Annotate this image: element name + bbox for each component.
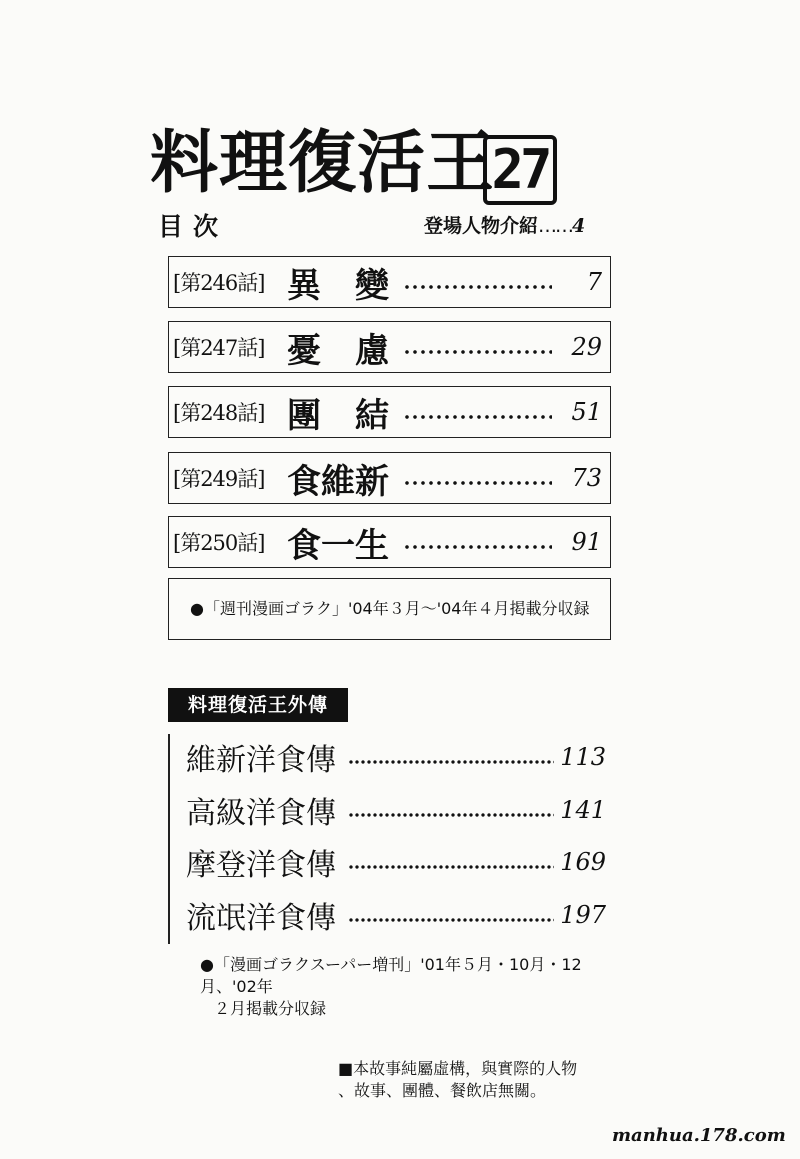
side-story-name: 摩登洋食傳 [186, 848, 336, 883]
side-story-page: 169 [560, 848, 606, 876]
side-stories-note-line: ２月掲載分収録 [214, 999, 327, 1018]
chapter-entry-250[interactable] [168, 516, 611, 568]
chapter-number: [第249話] [173, 467, 265, 491]
chapter-page: 51 [571, 398, 602, 426]
disclaimer [338, 1058, 598, 1102]
side-story-entry[interactable] [186, 893, 606, 937]
dot-leader [403, 545, 552, 549]
chapter-page: 29 [571, 333, 602, 361]
dot-leader [348, 865, 554, 869]
side-story-entry[interactable] [186, 735, 606, 779]
side-story-name: 維新洋食傳 [186, 743, 336, 778]
dot-leader [403, 350, 552, 354]
chapter-entry-248[interactable] [168, 386, 611, 438]
dot-leader [348, 813, 554, 817]
toc-heading: 目次 [158, 212, 229, 241]
chapter-name: 異 變 [287, 265, 389, 306]
side-story-entry[interactable] [186, 840, 606, 884]
disclaimer-line: ■本故事純屬虛構，與實際的人物 [338, 1059, 578, 1078]
chapter-number: [第246話] [173, 271, 265, 295]
character-intro-dots: …… [538, 215, 573, 237]
side-stories-heading: 料理復活王外傳 [168, 688, 348, 722]
side-story-name: 流氓洋食傳 [186, 901, 336, 936]
character-intro-page: 4 [572, 215, 586, 237]
disclaimer-line: 、故事、團體、餐飲店無關。 [338, 1081, 547, 1100]
chapter-name: 憂 慮 [287, 330, 389, 371]
side-stories-note-line: ●「漫画ゴラクスーパー増刊」'01年５月・10月・12月、'02年 [200, 955, 582, 996]
chapter-page: 91 [571, 528, 602, 556]
chapter-page: 7 [586, 268, 602, 296]
side-stories-rule [168, 734, 170, 944]
dot-leader [403, 481, 552, 485]
character-intro-label: 登場人物介紹 [424, 215, 539, 237]
chapter-number: [第250話] [173, 531, 265, 555]
book-title: 料理復活王 [150, 124, 496, 203]
chapter-entry-249[interactable] [168, 452, 611, 504]
chapter-entry-246[interactable] [168, 256, 611, 308]
chapter-name: 食一生 [287, 525, 389, 566]
chapter-name: 團 結 [287, 395, 389, 436]
site-watermark: manhua.178.com [612, 1125, 786, 1146]
side-story-page: 141 [560, 796, 606, 824]
dot-leader [403, 415, 552, 419]
dot-leader [348, 760, 554, 764]
chapter-name: 食維新 [287, 461, 389, 502]
dot-leader [348, 918, 554, 922]
volume-number: 27 [483, 135, 557, 205]
side-story-page: 113 [560, 743, 606, 771]
chapter-number: [第248話] [173, 401, 265, 425]
side-story-name: 高級洋食傳 [186, 796, 336, 831]
side-story-entry[interactable] [186, 788, 606, 832]
serial-note: ●「週刊漫画ゴラク」'04年３月〜'04年４月掲載分収録 [190, 599, 590, 618]
chapter-page: 73 [571, 464, 602, 492]
chapter-entry-247[interactable] [168, 321, 611, 373]
side-stories-note [200, 954, 620, 1020]
character-intro-entry[interactable] [424, 213, 585, 239]
chapter-number: [第247話] [173, 336, 265, 360]
side-story-page: 197 [560, 901, 606, 929]
dot-leader [403, 285, 552, 289]
